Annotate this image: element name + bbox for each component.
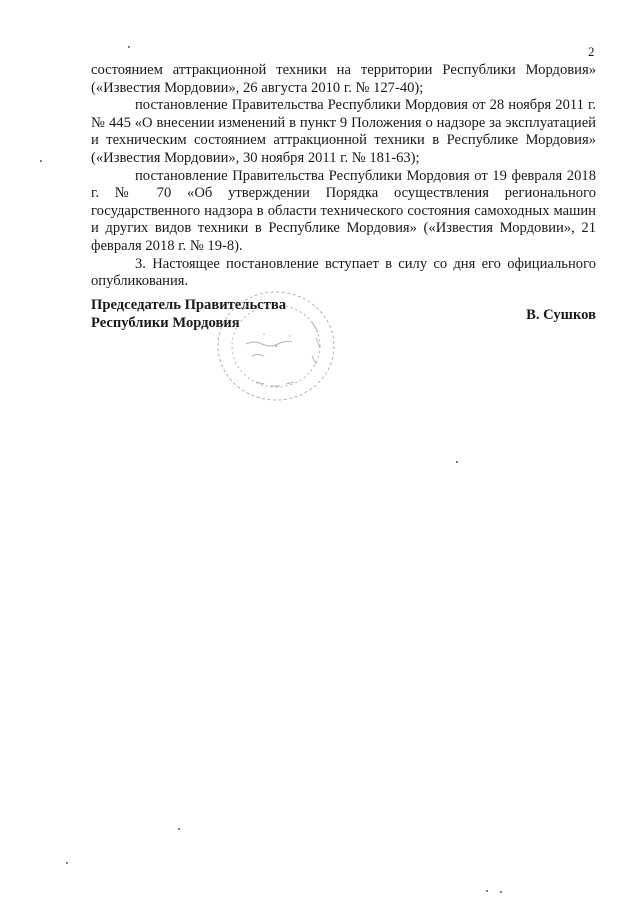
paragraph-resolution-2011: постановление Правительства Республики Мордовия от 28 ноября 2011 г. № 445 «О внесении изменений в пункт 9 Положения о надзоре за эксплуатацией и техническим состоянием аттракционной техники в Республике Мордовия» («Известия Мордовии», 30 ноября 2011 г. № 181-63); — [91, 97, 596, 166]
page-number: 2 — [588, 44, 595, 59]
signatory-position: Председатель Правительства Республики Мордовия — [91, 297, 287, 331]
official-seal-stamp — [212, 286, 340, 406]
signatory-name: В. Сушков — [526, 307, 596, 323]
scan-speck — [178, 828, 180, 830]
scan-speck — [486, 890, 488, 892]
scan-speck — [500, 891, 502, 893]
scan-speck — [40, 160, 42, 162]
paragraph-effective-date: 3. Настоящее постановление вступает в силу со дня его официального опубликования. — [91, 255, 596, 290]
paragraph-resolution-2010: состоянием аттракционной техники на территории Республики Мордовия» («Известия Мордовии», 26 августа 2010 г. № 127-40); — [91, 62, 596, 96]
scan-speck — [128, 46, 130, 48]
scan-speck — [456, 461, 458, 463]
scan-speck — [66, 862, 68, 864]
paragraph-resolution-2018: постановление Правительства Республики Мордовия от 19 февраля 2018 г. № 70 «Об утверждении Порядка осуществления регионального государственного надзора в области технического состояния самоходных машин и других видов техники в Республике Мордовия» («Известия Мордовии», 21 февраля 2018 г. № 19-8). — [91, 167, 596, 254]
document-body — [91, 62, 596, 291]
